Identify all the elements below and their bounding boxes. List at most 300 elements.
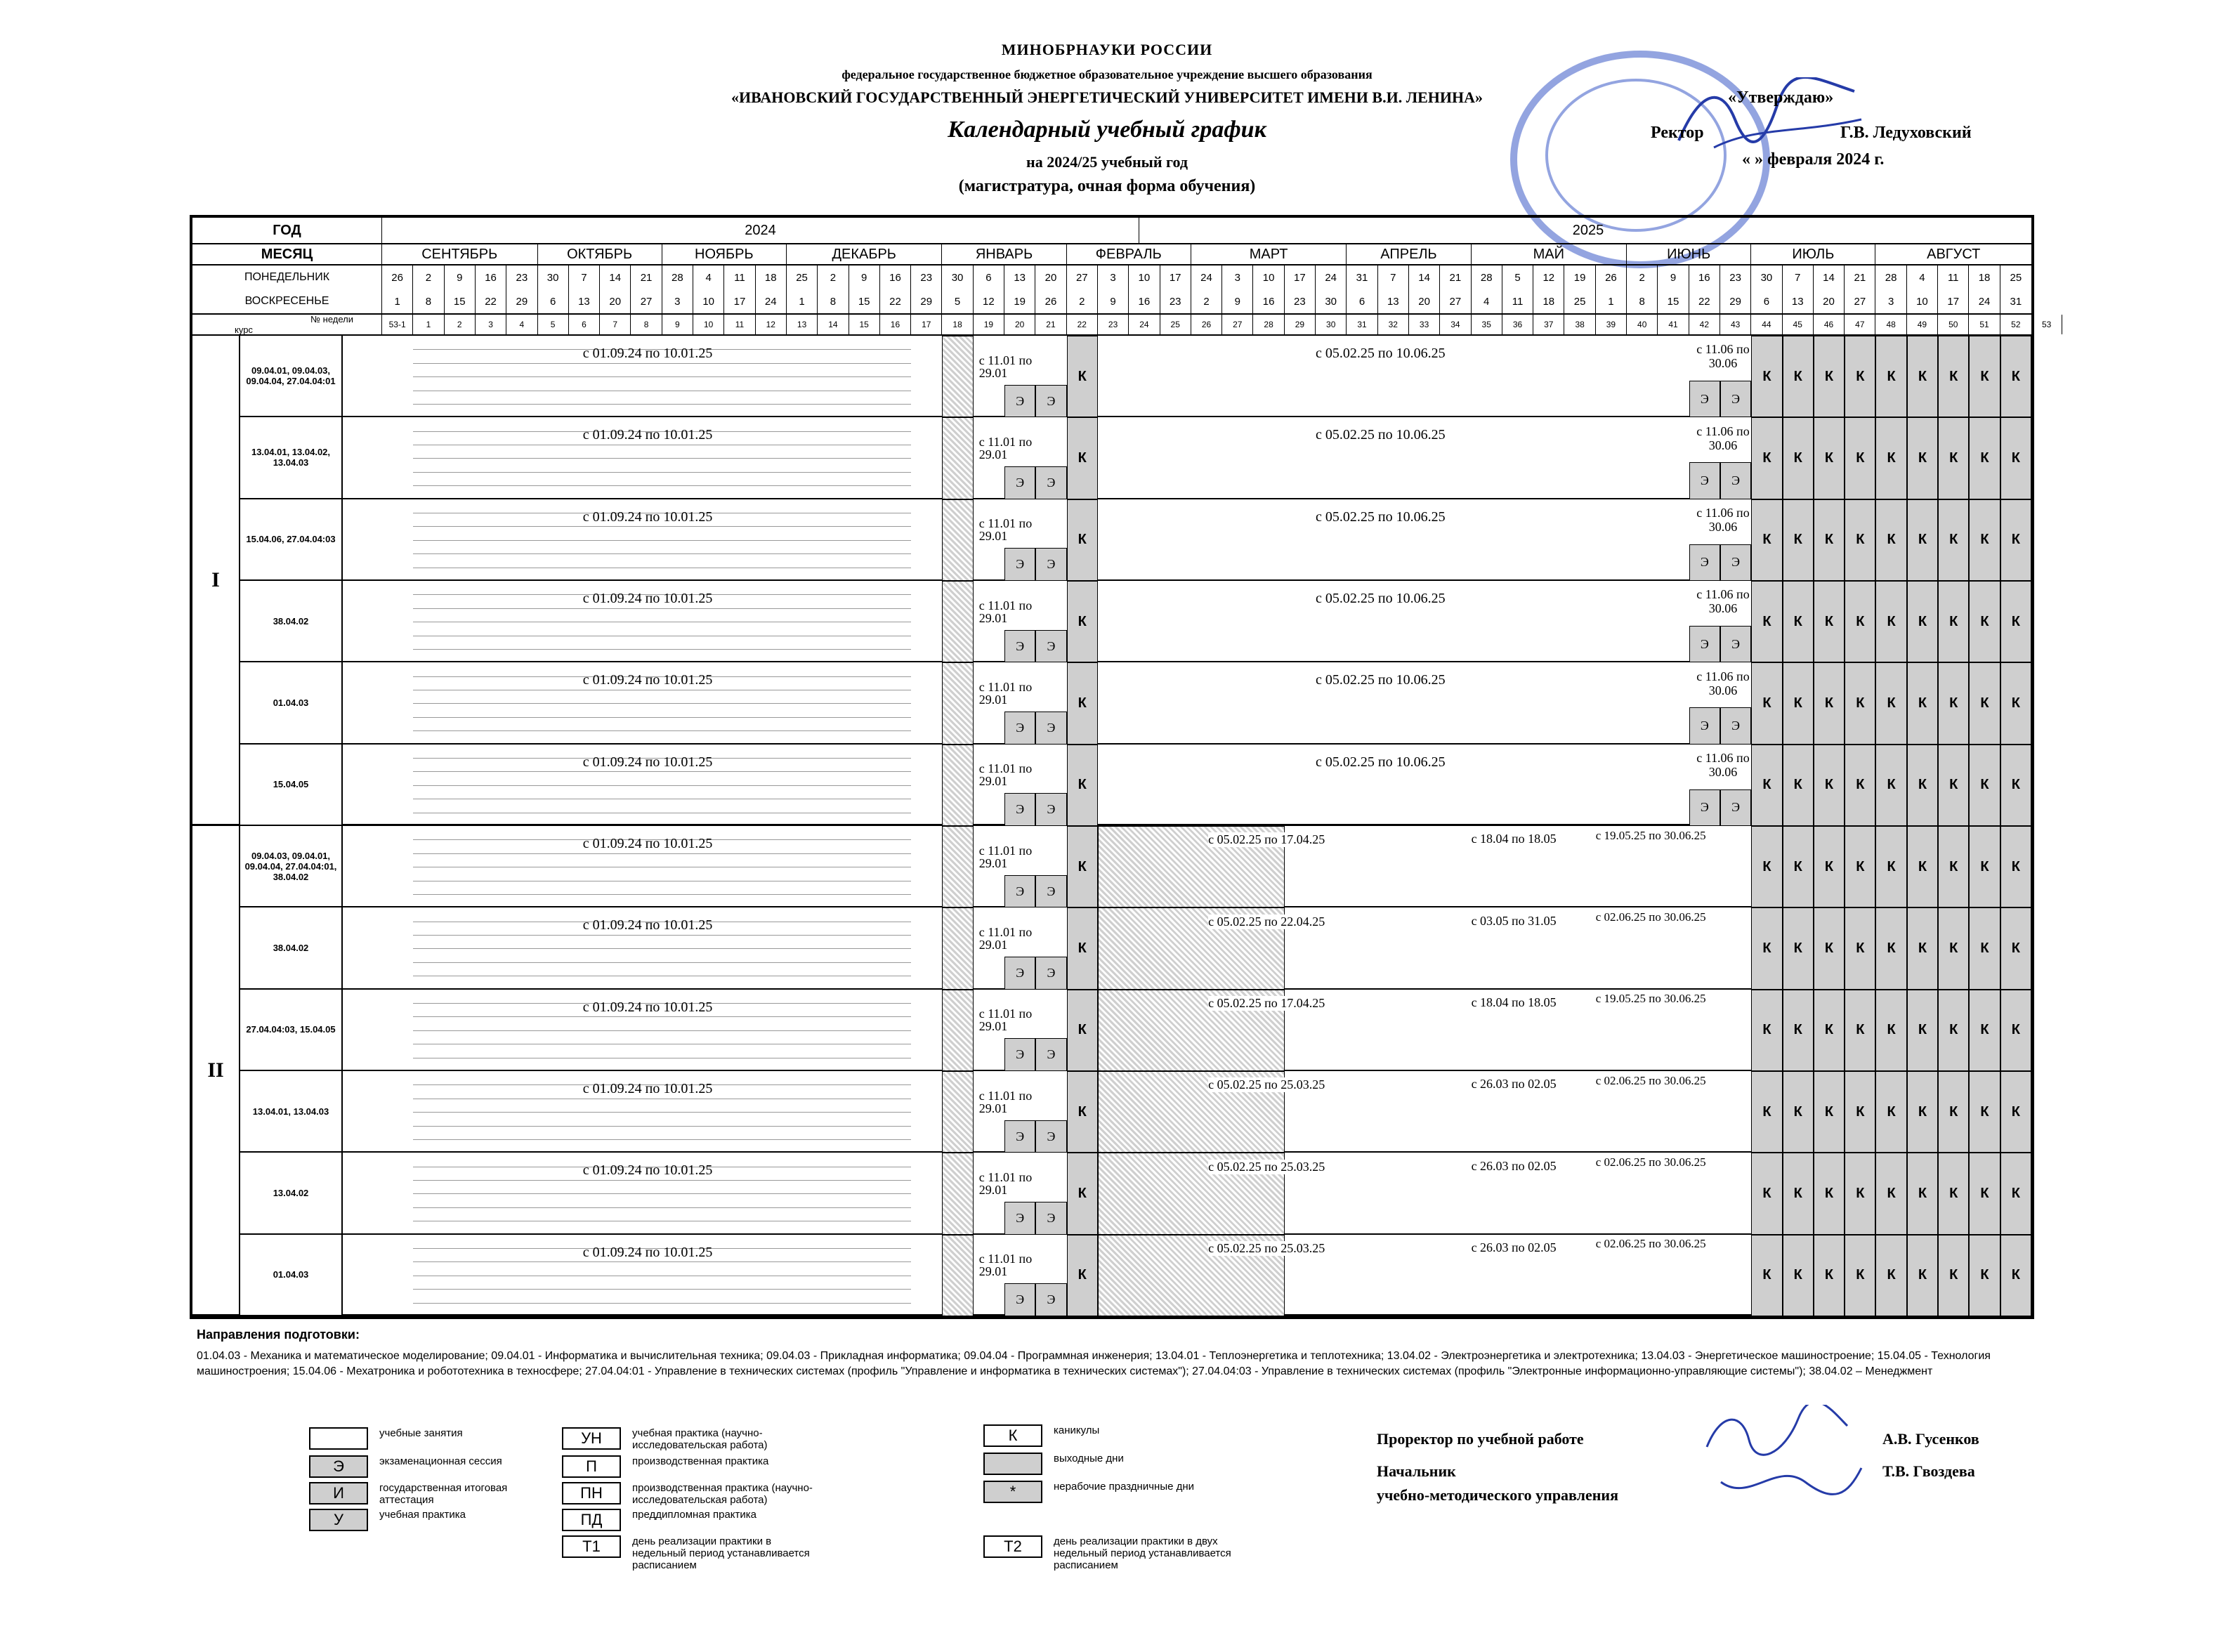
vacation-cell: К xyxy=(1814,499,1845,581)
row-line xyxy=(413,363,911,364)
week-number: 8 xyxy=(631,315,662,334)
sunday-date: 23 xyxy=(1169,295,1181,308)
sunday-date: 1 xyxy=(394,295,400,308)
legend-label: выходные дни xyxy=(1054,1453,1124,1464)
sunday-date: 18 xyxy=(1542,295,1555,308)
winter-session: с 11.01 по 29.01 xyxy=(978,598,1033,625)
week-number: 31 xyxy=(1347,315,1377,334)
sunday-date: 8 xyxy=(1639,295,1645,308)
monday-date: 3 xyxy=(1234,271,1240,284)
monday-date: 2 xyxy=(830,271,837,284)
week-number: 14 xyxy=(818,315,849,334)
month-4: ДЕКАБРЬ xyxy=(787,244,943,264)
vacation-cell: К xyxy=(1938,1235,1969,1316)
vacation-cell: К xyxy=(1845,662,1875,744)
vacation-cell: К xyxy=(2000,745,2031,826)
vacation-cell: К xyxy=(1938,907,1969,989)
month-9: МАЙ xyxy=(1472,244,1627,264)
sunday-date: 27 xyxy=(640,295,653,308)
week-number: 16 xyxy=(880,315,911,334)
sunday-date: 22 xyxy=(485,295,497,308)
date-column xyxy=(2000,266,2031,313)
head-title-2: учебно-методического управления xyxy=(1377,1486,1619,1504)
vacation-cell: К xyxy=(1814,581,1845,662)
vacation-cell: К xyxy=(1751,826,1782,907)
date-column xyxy=(1004,266,1035,313)
monday-date: 17 xyxy=(1294,271,1306,284)
vacation-cell: К xyxy=(1969,1235,2000,1316)
vacation-cell: К xyxy=(2000,581,2031,662)
monday-date: 21 xyxy=(1854,271,1866,284)
date-column xyxy=(1253,266,1284,313)
row-line xyxy=(413,894,911,895)
exam-cell: Э xyxy=(1035,1120,1066,1153)
sunday-date: 27 xyxy=(1449,295,1462,308)
schedule-group xyxy=(343,499,2031,581)
week-number: 24 xyxy=(1129,315,1160,334)
sunday-date: 1 xyxy=(799,295,805,308)
sunday-date: 20 xyxy=(1418,295,1430,308)
row-line xyxy=(413,1303,911,1304)
vacation-cell: К xyxy=(1875,662,1906,744)
vacation-cell: К xyxy=(1845,336,1875,417)
vacation-cell: К xyxy=(2000,990,2031,1071)
legend-box: П xyxy=(562,1455,621,1478)
date-column xyxy=(1751,266,1782,313)
holiday-week xyxy=(942,745,973,826)
week-number: 12 xyxy=(756,315,787,334)
date-column xyxy=(1564,266,1595,313)
monday-date: 12 xyxy=(1542,271,1555,284)
sunday-date: 4 xyxy=(1483,295,1490,308)
date-column xyxy=(413,266,444,313)
week-number: 27 xyxy=(1222,315,1253,334)
holiday-week xyxy=(942,336,973,417)
sunday-date: 12 xyxy=(983,295,995,308)
row-line xyxy=(413,730,911,731)
fall-period: с 01.09.24 по 10.01.25 xyxy=(582,672,713,688)
date-column xyxy=(445,266,476,313)
week-number: 40 xyxy=(1627,315,1658,334)
exam-cell: Э xyxy=(1004,875,1035,908)
sunday-date: 26 xyxy=(1044,295,1057,308)
vacation-cell: К xyxy=(1751,745,1782,826)
legend-label: день реализации практики в недельный период устанавливается расписанием xyxy=(632,1535,810,1571)
vacation-cell: К xyxy=(1783,1235,1814,1316)
exam-cell: Э xyxy=(1004,548,1035,581)
directions-list: 01.04.03 - Механика и математическое моделирование; 09.04.01 - Информатика и вычислительная техника; 09.04.03 - Прикладная информатика; 09.04.04 - Программная инженерия; 13.04.01 - Теплоэнергетика и теплотехника; 13.04.02 - Электроэнергетика и электротехника; 13.04.03 - Энергетическое машиностроение; 15.04.05 - Технология машиностроения; 15.04.06 - Мехатроника и робототехника в техносфере; 27.04.04:01 - Управление в технических системах (профиль "Управление и информатика в технических системах"); 27.04.04:03 - Управление в технических системах (профиль "Электронные информационно-управляющие системы"); 38.04.02 – Менеджмент xyxy=(197,1350,1991,1377)
week-number: 37 xyxy=(1533,315,1564,334)
week-number: 15 xyxy=(849,315,880,334)
legend-box: ПД xyxy=(562,1509,621,1531)
schedule-group xyxy=(343,581,2031,662)
date-column xyxy=(880,266,911,313)
approve-label: «Утверждаю» xyxy=(1728,88,1834,107)
vacation-cell: К xyxy=(1751,907,1782,989)
week-number: 30 xyxy=(1316,315,1347,334)
week-number: 18 xyxy=(942,315,973,334)
winter-session: с 11.01 по 29.01 xyxy=(978,924,1033,952)
winter-session: с 11.01 по 29.01 xyxy=(978,1088,1033,1115)
exam-cell: Э xyxy=(1689,789,1720,826)
vacation-cell: К xyxy=(1814,1071,1845,1153)
winter-session: с 11.01 по 29.01 xyxy=(978,1252,1033,1279)
direction-codes: 15.04.06, 27.04.04:03 xyxy=(240,499,343,581)
week-number: 17 xyxy=(911,315,942,334)
direction-codes: 13.04.01, 13.04.03 xyxy=(240,1071,343,1153)
exam-cell: Э xyxy=(1004,1038,1035,1071)
date-column xyxy=(1472,266,1502,313)
date-column xyxy=(1907,266,1938,313)
week-label-cell xyxy=(192,315,382,334)
row-line xyxy=(413,948,911,949)
week-number: 6 xyxy=(569,315,600,334)
vacation-cell: К xyxy=(1875,1235,1906,1316)
exam-cell: Э xyxy=(1720,789,1751,826)
week-number: 20 xyxy=(1004,315,1035,334)
schedule-group xyxy=(343,1071,2031,1153)
org-type: федеральное государственное бюджетное образовательное учреждение высшего образования xyxy=(841,67,1373,81)
date-column xyxy=(1191,266,1222,313)
vacation-cell: К xyxy=(2000,1153,2031,1234)
spring-period: с 05.02.25 по 10.06.25 xyxy=(1316,672,1446,688)
date-column xyxy=(756,266,787,313)
summer-session: с 11.06 по 30.06 xyxy=(1696,342,1750,371)
monday-date: 11 xyxy=(734,271,745,284)
vacation-cell: К xyxy=(1783,1071,1814,1153)
vacation-cell: К xyxy=(1783,907,1814,989)
sunday-date: 29 xyxy=(920,295,933,308)
rector-name: Г.В. Ледуховский xyxy=(1840,124,1972,142)
second-period: с 26.03 по 02.05 xyxy=(1471,1158,1557,1173)
spring-period: с 05.02.25 по 22.04.25 xyxy=(1208,914,1325,929)
row-line xyxy=(413,458,911,459)
date-column xyxy=(1440,266,1471,313)
holiday-week xyxy=(942,417,973,499)
sunday-date: 22 xyxy=(1698,295,1710,308)
date-column xyxy=(818,266,849,313)
legend-box xyxy=(309,1427,368,1450)
vacation-cell: К xyxy=(1751,336,1782,417)
summer-session: с 11.06 по 30.06 xyxy=(1696,505,1750,534)
week-number: 4 xyxy=(506,315,537,334)
date-column xyxy=(1409,266,1440,313)
row-line xyxy=(413,703,911,704)
vacation-cell: К xyxy=(1875,990,1906,1071)
exam-cell: Э xyxy=(1035,712,1066,745)
vacation-cell: К xyxy=(1067,1235,1098,1316)
month-2: ОКТЯБРЬ xyxy=(538,244,662,264)
date-column xyxy=(662,266,693,313)
exam-cell: Э xyxy=(1689,381,1720,417)
row-line xyxy=(413,962,911,963)
third-period: с 02.06.25 по 30.06.25 xyxy=(1595,1073,1706,1087)
legend-label: учебные занятия xyxy=(379,1427,463,1439)
monday-date: 2 xyxy=(425,271,432,284)
week-number: 7 xyxy=(600,315,631,334)
course-number: I xyxy=(192,336,240,826)
exam-cell: Э xyxy=(1720,544,1751,581)
direction-codes: 27.04.04:03, 15.04.05 xyxy=(240,990,343,1071)
date-column xyxy=(1285,266,1316,313)
head-title-1: Начальник xyxy=(1377,1462,1456,1480)
date-column xyxy=(631,266,662,313)
fall-period: с 01.09.24 по 10.01.25 xyxy=(582,427,713,443)
date-column xyxy=(1938,266,1969,313)
week-number: 21 xyxy=(1035,315,1066,334)
row-line xyxy=(413,717,911,718)
legend-title: Направления подготовки: xyxy=(197,1328,360,1342)
second-period: с 18.04 по 18.05 xyxy=(1471,832,1557,846)
holiday-week xyxy=(942,826,973,907)
vacation-cell: К xyxy=(1814,662,1845,744)
fall-period: с 01.09.24 по 10.01.25 xyxy=(582,835,713,851)
exam-cell: Э xyxy=(1004,1283,1035,1316)
exam-cell: Э xyxy=(1004,1202,1035,1235)
exam-cell: Э xyxy=(1035,1283,1066,1316)
holiday-week xyxy=(942,990,973,1071)
monday-date: 2 xyxy=(1639,271,1645,284)
direction-codes: 38.04.02 xyxy=(240,907,343,989)
fall-period: с 01.09.24 по 10.01.25 xyxy=(582,1244,713,1260)
vacation-cell: К xyxy=(1938,745,1969,826)
approval-date: « » февраля 2024 г. xyxy=(1742,150,1885,169)
spring-period: с 05.02.25 по 17.04.25 xyxy=(1208,995,1325,1010)
legend-box: Э xyxy=(309,1455,368,1478)
vacation-cell: К xyxy=(1907,907,1938,989)
exam-cell: Э xyxy=(1035,1202,1066,1235)
sunday-date: 27 xyxy=(1854,295,1866,308)
vacation-cell: К xyxy=(1067,499,1098,581)
week-number-label: № недели xyxy=(310,314,353,324)
monday-date: 28 xyxy=(1885,271,1897,284)
sunday-date: 13 xyxy=(1791,295,1804,308)
sunday-date: 24 xyxy=(1978,295,1991,308)
date-column xyxy=(849,266,880,313)
prorector-title: Проректор по учебной работе xyxy=(1377,1430,1584,1448)
vacation-cell: К xyxy=(1751,990,1782,1071)
holiday-week xyxy=(942,1071,973,1153)
vacation-cell: К xyxy=(1907,745,1938,826)
monday-date: 21 xyxy=(640,271,653,284)
week-number: 48 xyxy=(1875,315,1906,334)
date-column xyxy=(1533,266,1564,313)
legend-label: преддипломная практика xyxy=(632,1509,756,1521)
summer-session: с 11.06 по 30.06 xyxy=(1696,587,1750,616)
vacation-cell: К xyxy=(1783,417,1814,499)
vacation-cell: К xyxy=(1907,990,1938,1071)
sunday-label: ВОСКРЕСЕНЬЕ xyxy=(244,295,329,307)
form-line: (магистратура, очная форма обучения) xyxy=(958,177,1256,195)
vacation-cell: К xyxy=(1751,417,1782,499)
week-number: 32 xyxy=(1378,315,1409,334)
month-7: МАРТ xyxy=(1191,244,1347,264)
vacation-cell: К xyxy=(1845,1235,1875,1316)
vacation-cell: К xyxy=(1969,499,2000,581)
schedule-grid xyxy=(190,215,2052,1319)
sunday-date: 16 xyxy=(1262,295,1275,308)
legend-label: нерабочие праздничные дни xyxy=(1054,1481,1195,1493)
monday-date: 31 xyxy=(1356,271,1368,284)
date-column xyxy=(1067,266,1098,313)
fall-period: с 01.09.24 по 10.01.25 xyxy=(582,509,713,525)
exam-cell: Э xyxy=(1720,626,1751,662)
vacation-cell: К xyxy=(1845,745,1875,826)
vacation-cell: К xyxy=(1067,1071,1098,1153)
sunday-date: 20 xyxy=(1823,295,1835,308)
week-number: 38 xyxy=(1564,315,1595,334)
monday-date: 27 xyxy=(1075,271,1088,284)
winter-session: с 11.01 по 29.01 xyxy=(978,353,1033,380)
row-line xyxy=(413,1193,911,1194)
vacation-cell: К xyxy=(1907,417,1938,499)
sunday-date: 20 xyxy=(609,295,622,308)
row-line xyxy=(413,1139,911,1140)
year-label: ГОД xyxy=(192,218,382,243)
date-column xyxy=(1098,266,1129,313)
date-row xyxy=(192,266,2031,315)
vacation-cell: К xyxy=(1067,745,1098,826)
row-line xyxy=(413,553,911,554)
month-12: АВГУСТ xyxy=(1927,246,1981,262)
sunday-date: 2 xyxy=(1079,295,1085,308)
vacation-cell: К xyxy=(1067,907,1098,989)
second-period: с 26.03 по 02.05 xyxy=(1471,1240,1557,1254)
legend-box: К xyxy=(983,1424,1042,1447)
week-number: 28 xyxy=(1253,315,1284,334)
vacation-cell: К xyxy=(1938,336,1969,417)
schedule-group xyxy=(343,336,2031,417)
row-line xyxy=(413,376,911,377)
week-number: 29 xyxy=(1285,315,1316,334)
sunday-date: 19 xyxy=(1014,295,1026,308)
vacation-cell: К xyxy=(1907,662,1938,744)
winter-session: с 11.01 по 29.01 xyxy=(978,1007,1033,1034)
row-line xyxy=(413,649,911,650)
monday-date: 17 xyxy=(1169,271,1181,284)
vacation-cell: К xyxy=(2000,417,2031,499)
spring-period: с 05.02.25 по 25.03.25 xyxy=(1208,1240,1325,1255)
head-name: Т.В. Гвоздева xyxy=(1882,1462,1975,1480)
month-1: СЕНТЯБРЬ xyxy=(382,244,538,264)
direction-codes: 15.04.05 xyxy=(240,745,343,826)
vacation-cell: К xyxy=(1875,581,1906,662)
vacation-cell: К xyxy=(1938,1071,1969,1153)
row-line xyxy=(413,1180,911,1181)
spring-period: с 05.02.25 по 10.06.25 xyxy=(1316,509,1446,525)
vacation-cell: К xyxy=(1814,1235,1845,1316)
exam-cell: Э xyxy=(1720,381,1751,417)
third-period: с 02.06.25 по 30.06.25 xyxy=(1595,910,1706,924)
vacation-cell: К xyxy=(1969,336,2000,417)
winter-session: с 11.01 по 29.01 xyxy=(978,761,1033,789)
vacation-cell: К xyxy=(1845,499,1875,581)
holiday-week xyxy=(942,1235,973,1316)
monday-date: 20 xyxy=(1044,271,1057,284)
spring-period: с 05.02.25 по 17.04.25 xyxy=(1208,832,1325,847)
sunday-date: 5 xyxy=(954,295,961,308)
vacation-cell: К xyxy=(1907,499,1938,581)
vacation-cell: К xyxy=(1814,826,1845,907)
legend-box xyxy=(983,1453,1042,1475)
monday-date: 19 xyxy=(1573,271,1586,284)
date-column xyxy=(1720,266,1751,313)
sunday-date: 15 xyxy=(1667,295,1679,308)
row-line xyxy=(413,771,911,772)
vacation-cell: К xyxy=(1814,1153,1845,1234)
vacation-cell: К xyxy=(1938,662,1969,744)
vacation-cell: К xyxy=(1969,990,2000,1071)
date-column xyxy=(974,266,1004,313)
exam-cell: Э xyxy=(1720,462,1751,499)
page-title: Календарный учебный график xyxy=(948,117,1266,143)
prorector-signature xyxy=(1700,1405,1854,1461)
week-number: 47 xyxy=(1845,315,1875,334)
vacation-cell: К xyxy=(1845,826,1875,907)
holiday-week xyxy=(942,581,973,662)
exam-cell: Э xyxy=(1035,793,1066,826)
vacation-cell: К xyxy=(1845,907,1875,989)
monday-date: 26 xyxy=(391,271,403,284)
sunday-date: 8 xyxy=(830,295,837,308)
sunday-date: 3 xyxy=(674,295,681,308)
date-column xyxy=(1845,266,1875,313)
monday-date: 10 xyxy=(1262,271,1275,284)
date-column xyxy=(787,266,818,313)
week-number: 2 xyxy=(445,315,476,334)
third-period: с 02.06.25 по 30.06.25 xyxy=(1595,1155,1706,1169)
vacation-cell: К xyxy=(1969,1153,2000,1234)
vacation-cell: К xyxy=(1783,826,1814,907)
monday-date: 21 xyxy=(1449,271,1462,284)
week-number: 43 xyxy=(1720,315,1751,334)
legend-label: государственная итоговая аттестация xyxy=(379,1482,508,1506)
university-name: «ИВАНОВСКИЙ ГОСУДАРСТВЕННЫЙ ЭНЕРГЕТИЧЕСКИЙ УНИВЕРСИТЕТ ИМЕНИ В.И. ЛЕНИНА» xyxy=(731,88,1483,106)
vacation-cell: К xyxy=(2000,336,2031,417)
sunday-date: 6 xyxy=(1358,295,1365,308)
month-label: МЕСЯЦ xyxy=(192,244,382,264)
vacation-cell: К xyxy=(1751,662,1782,744)
monday-date: 14 xyxy=(1823,271,1835,284)
prorector-name: А.В. Гусенков xyxy=(1882,1430,1979,1448)
vacation-cell: К xyxy=(1067,1153,1098,1234)
monday-date: 30 xyxy=(546,271,559,284)
week-number: 35 xyxy=(1472,315,1502,334)
exam-cell: Э xyxy=(1689,626,1720,662)
exam-cell: Э xyxy=(1035,548,1066,581)
row-line xyxy=(413,1030,911,1031)
date-column xyxy=(382,266,413,313)
schedule-body xyxy=(192,336,2031,1316)
monday-date: 23 xyxy=(516,271,528,284)
vacation-cell: К xyxy=(1969,745,2000,826)
course-label: курс xyxy=(235,324,253,335)
schedule-group xyxy=(343,417,2031,499)
monday-label: ПОНЕДЕЛЬНИК xyxy=(244,271,330,283)
vacation-cell: К xyxy=(1845,1071,1875,1153)
schedule-group xyxy=(343,745,2031,826)
week-number: 26 xyxy=(1191,315,1222,334)
week-number: 51 xyxy=(1969,315,2000,334)
monday-date: 30 xyxy=(1760,271,1773,284)
vacation-cell: К xyxy=(1938,1153,1969,1234)
holiday-week xyxy=(942,499,973,581)
sunday-date: 15 xyxy=(453,295,466,308)
legend-label: учебная практика xyxy=(379,1509,466,1521)
date-column xyxy=(1129,266,1160,313)
vacation-cell: К xyxy=(1067,581,1098,662)
winter-session: с 11.01 по 29.01 xyxy=(978,1169,1033,1197)
